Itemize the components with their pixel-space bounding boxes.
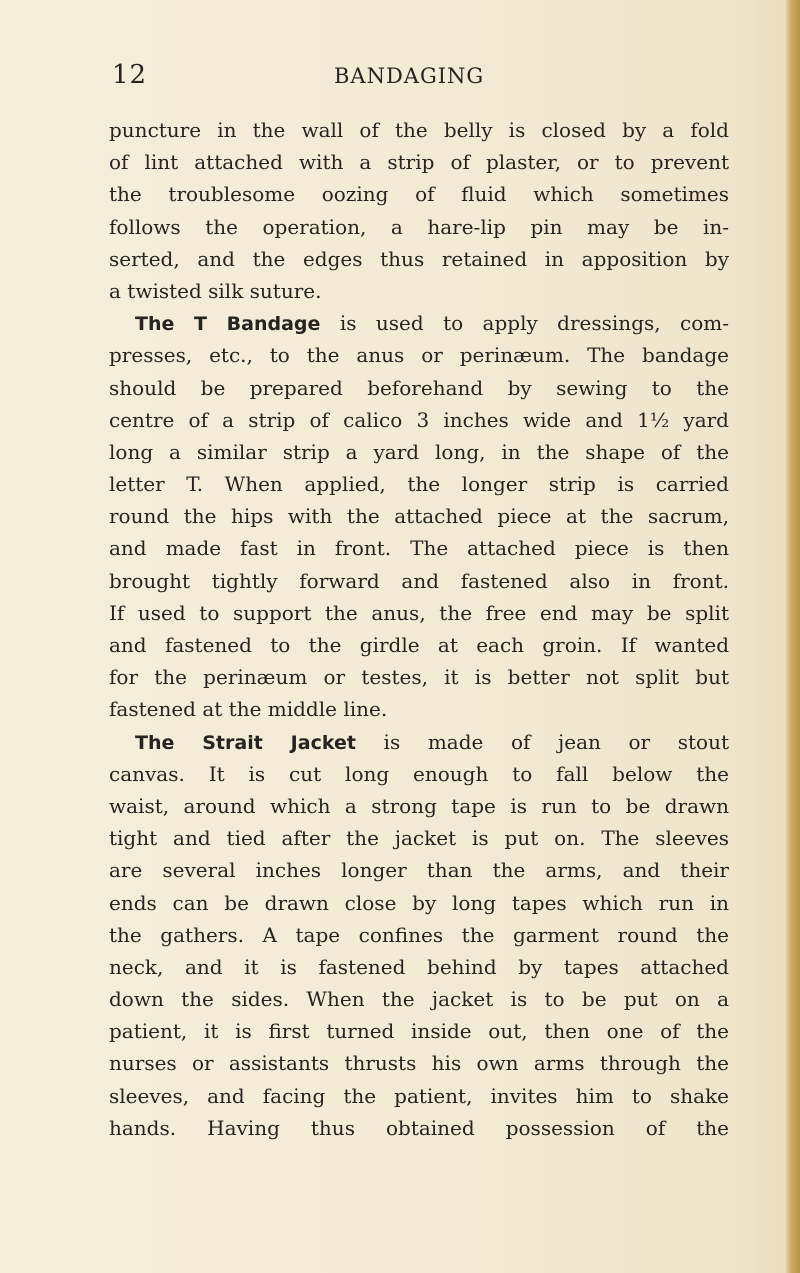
text-line: long a similar strip a yard long, in the shape of the <box>109 439 729 464</box>
heading-line-rest: is used to apply dressings, com- <box>320 311 729 336</box>
heading-line-rest: is made of jean or stout <box>355 729 729 754</box>
text-line: patient, it is first turned inside out, then one of the <box>109 1019 729 1044</box>
text-line: canvas. It is cut long enough to fall below the <box>109 761 729 786</box>
text-line: ends can be drawn close by long tapes which run in <box>109 890 729 915</box>
page-number: 12 <box>112 60 148 90</box>
text-line: for the perinæum or testes, it is better not split but <box>109 665 729 690</box>
text-line: of lint attached with a strip of plaster, or to prevent <box>109 150 729 175</box>
section-heading-t-bandage: The T Bandage <box>135 313 321 336</box>
paragraph-t-bandage <box>109 307 729 725</box>
page-edge <box>786 0 800 1273</box>
text-line: If used to support the anus, the free end may be split <box>109 600 729 625</box>
text-line: round the hips with the attached piece at the sacrum, <box>109 504 729 529</box>
text-line: waist, around which a strong tape is run to be drawn <box>109 793 729 818</box>
text-line <box>109 307 729 339</box>
text-line <box>109 726 729 758</box>
paragraph-strait-jacket <box>109 726 729 1144</box>
running-head: BANDAGING <box>334 64 485 88</box>
paragraph-suture <box>109 114 729 307</box>
text-line: the troublesome oozing of fluid which sometimes <box>109 182 729 207</box>
body-text <box>109 114 729 1144</box>
text-line: presses, etc., to the anus or perinæum. The bandage <box>109 343 729 368</box>
text-line: the gathers. A tape confines the garment round the <box>109 922 729 947</box>
text-line: hands. Having thus obtained possession of the <box>109 1115 729 1140</box>
text-line: letter T. When applied, the longer strip is carried <box>109 472 729 497</box>
text-line: and made fast in front. The attached piece is then <box>109 536 729 561</box>
text-line: and fastened to the girdle at each groin. If wanted <box>109 633 729 657</box>
text-line: down the sides. When the jacket is to be put on a <box>109 987 729 1012</box>
text-line: should be prepared beforehand by sewing to the <box>109 375 729 400</box>
text-line: serted, and the edges thus retained in apposition by <box>109 246 729 271</box>
text-line: tight and tied after the jacket is put on. The sleeves <box>109 826 729 851</box>
text-line: a twisted silk suture. <box>109 278 322 303</box>
text-line: follows the operation, a hare-lip pin may be in- <box>109 214 729 239</box>
section-heading-strait-jacket: The Strait Jacket <box>135 731 356 754</box>
text-line: brought tightly forward and fastened also in front. <box>109 568 729 593</box>
text-line: centre of a strip of calico 3 inches wide and 1½ yard <box>109 407 729 432</box>
text-line: fastened at the middle line. <box>109 697 388 722</box>
text-line: are several inches longer than the arms, and their <box>109 858 729 883</box>
text-line: sleeves, and facing the patient, invites him to shake <box>109 1083 729 1108</box>
text-line: neck, and it is fastened behind by tapes attached <box>109 954 729 979</box>
text-line: nurses or assistants thrusts his own arms through the <box>109 1051 729 1076</box>
text-line: puncture in the wall of the belly is closed by a fold <box>109 118 729 142</box>
